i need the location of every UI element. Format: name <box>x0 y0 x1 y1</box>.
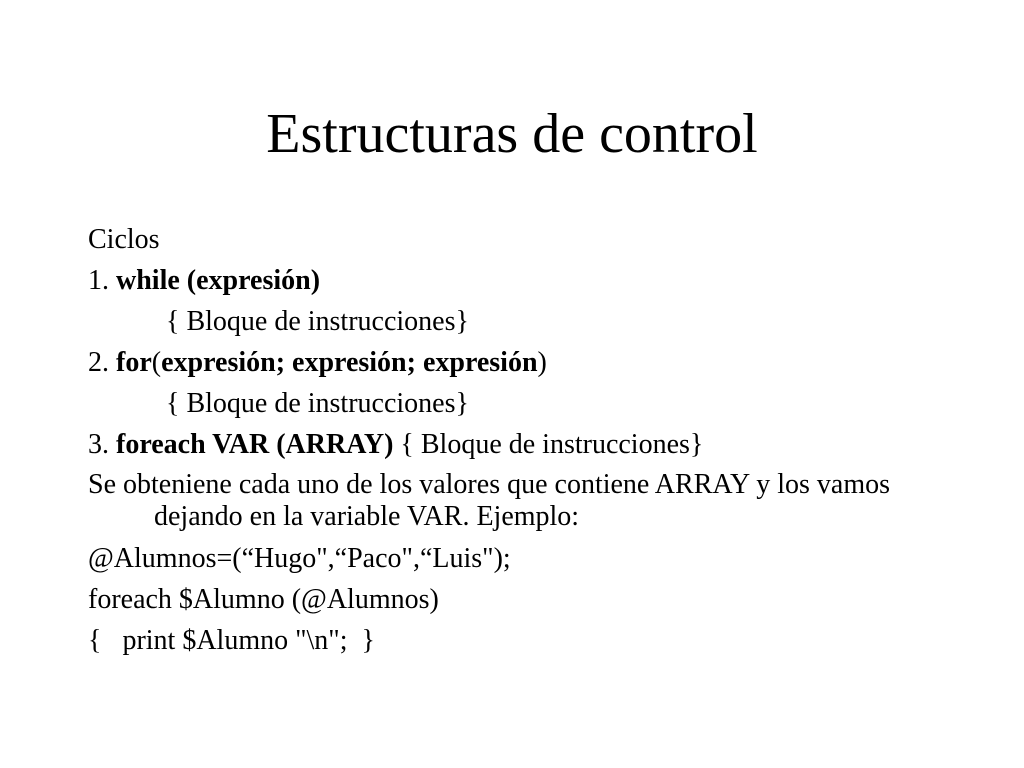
code-line: { print $Alumno "\n"; } <box>88 625 375 656</box>
item-foreach-array: ARRAY <box>285 429 385 460</box>
slide-body <box>88 222 968 664</box>
item-while-syntax: while (expresión) <box>116 265 321 296</box>
code-line: @Alumnos=(“Hugo",“Paco",“Luis"); <box>88 543 511 574</box>
block-while: { Bloque de instrucciones} <box>166 306 469 337</box>
block-for: { Bloque de instrucciones} <box>166 388 469 419</box>
item-foreach-number: 3. <box>88 429 116 460</box>
foreach-description: Se obteniene cada uno de los valores que contiene ARRAY y los vamos dejando en la variable VAR. Ejemplo: <box>88 469 890 532</box>
item-for-expressions: expresión; expresión; expresión <box>161 347 538 378</box>
item-foreach-keyword: foreach VAR ( <box>116 429 286 460</box>
item-for-close-paren: ) <box>537 347 547 378</box>
slide-title: Estructuras de control <box>266 103 758 165</box>
item-for-number: 2. <box>88 347 116 378</box>
item-for <box>88 345 968 381</box>
item-foreach-block: { Bloque de instrucciones} <box>393 429 704 460</box>
item-while <box>88 263 968 299</box>
item-for-open-paren: ( <box>151 347 162 378</box>
item-for-keyword: for <box>116 347 152 378</box>
item-foreach-close: ) <box>384 429 394 460</box>
code-line: foreach $Alumno (@Alumnos) <box>88 584 439 615</box>
item-foreach <box>88 427 968 463</box>
item-while-number: 1. <box>88 265 116 296</box>
heading-ciclos: Ciclos <box>88 224 160 255</box>
